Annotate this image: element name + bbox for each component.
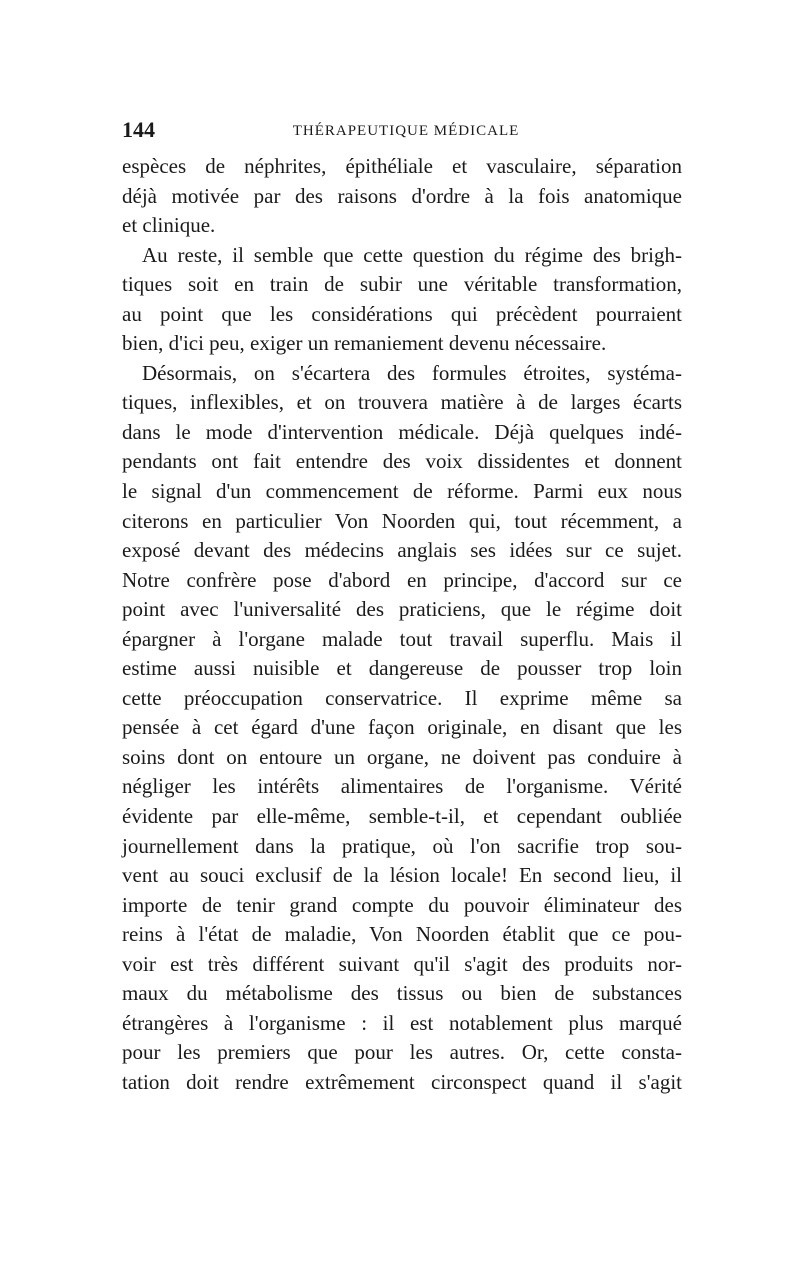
text-line: Au reste, il semble que cette question du régime des brigh- — [142, 242, 682, 267]
page-number: 144 — [122, 117, 155, 142]
text-line: Notre confrère pose d'abord en principe, d'accord sur ce — [122, 567, 682, 592]
text-line: tation doit rendre extrêmement circonspect quand il s'agit — [122, 1069, 682, 1094]
text-line: bien, d'ici peu, exiger un remaniement devenu nécessaire. — [122, 331, 607, 356]
text-line: exposé devant des médecins anglais ses idées sur ce sujet. — [122, 538, 682, 563]
text-line: importe de tenir grand compte du pouvoir éliminateur des — [122, 892, 682, 917]
text-line: et clinique. — [122, 213, 216, 238]
text-line: au point que les considérations qui précèdent pourraient — [122, 301, 682, 326]
text-line: reins à l'état de maladie, Von Noorden établit que ce pou- — [122, 922, 682, 947]
text-line: négliger les intérêts alimentaires de l'organisme. Vérité — [122, 774, 682, 799]
text-line: citerons en particulier Von Noorden qui, tout récemment, a — [122, 508, 682, 533]
text-line: maux du métabolisme des tissus ou bien de substances — [122, 981, 682, 1006]
text-line: pour les premiers que pour les autres. Or, cette consta- — [122, 1040, 682, 1065]
page-header — [122, 118, 682, 142]
text-line: espèces de néphrites, épithéliale et vasculaire, séparation — [122, 154, 682, 178]
text-line: tiques, inflexibles, et on trouvera matière à de larges écarts — [122, 390, 682, 415]
text-line: étrangères à l'organisme : il est notablement plus marqué — [122, 1010, 682, 1035]
running-head: THÉRAPEUTIQUE MÉDICALE — [292, 123, 520, 139]
body-text — [122, 152, 682, 1098]
text-line: tiques soit en train de subir une véritable transformation, — [122, 272, 682, 297]
text-line: cette préoccupation conservatrice. Il exprime même sa — [122, 685, 682, 710]
text-line: journellement dans la pratique, où l'on sacrifie trop sou- — [122, 833, 682, 858]
text-line: point avec l'universalité des praticiens, que le régime doit — [122, 597, 682, 622]
text-line: pensée à cet égard d'une façon originale, en disant que les — [122, 715, 682, 740]
text-line: pendants ont fait entendre des voix dissidentes et donnent — [122, 449, 682, 474]
text-line: estime aussi nuisible et dangereuse de pousser trop loin — [122, 656, 682, 681]
text-line: vent au souci exclusif de la lésion locale! En second lieu, il — [122, 863, 682, 888]
text-line: épargner à l'organe malade tout travail superflu. Mais il — [122, 626, 682, 651]
text-line: le signal d'un commencement de réforme. Parmi eux nous — [122, 479, 682, 504]
text-line: voir est très différent suivant qu'il s'agit des produits nor- — [122, 951, 682, 976]
text-line: Désormais, on s'écartera des formules étroites, systéma- — [142, 360, 682, 385]
text-line: évidente par elle-même, semble-t-il, et cependant oubliée — [122, 804, 682, 829]
text-line: dans le mode d'intervention médicale. Déjà quelques indé- — [122, 419, 682, 444]
text-line: soins dont on entoure un organe, ne doivent pas conduire à — [122, 744, 682, 769]
text-line: déjà motivée par des raisons d'ordre à la fois anatomique — [122, 183, 682, 208]
